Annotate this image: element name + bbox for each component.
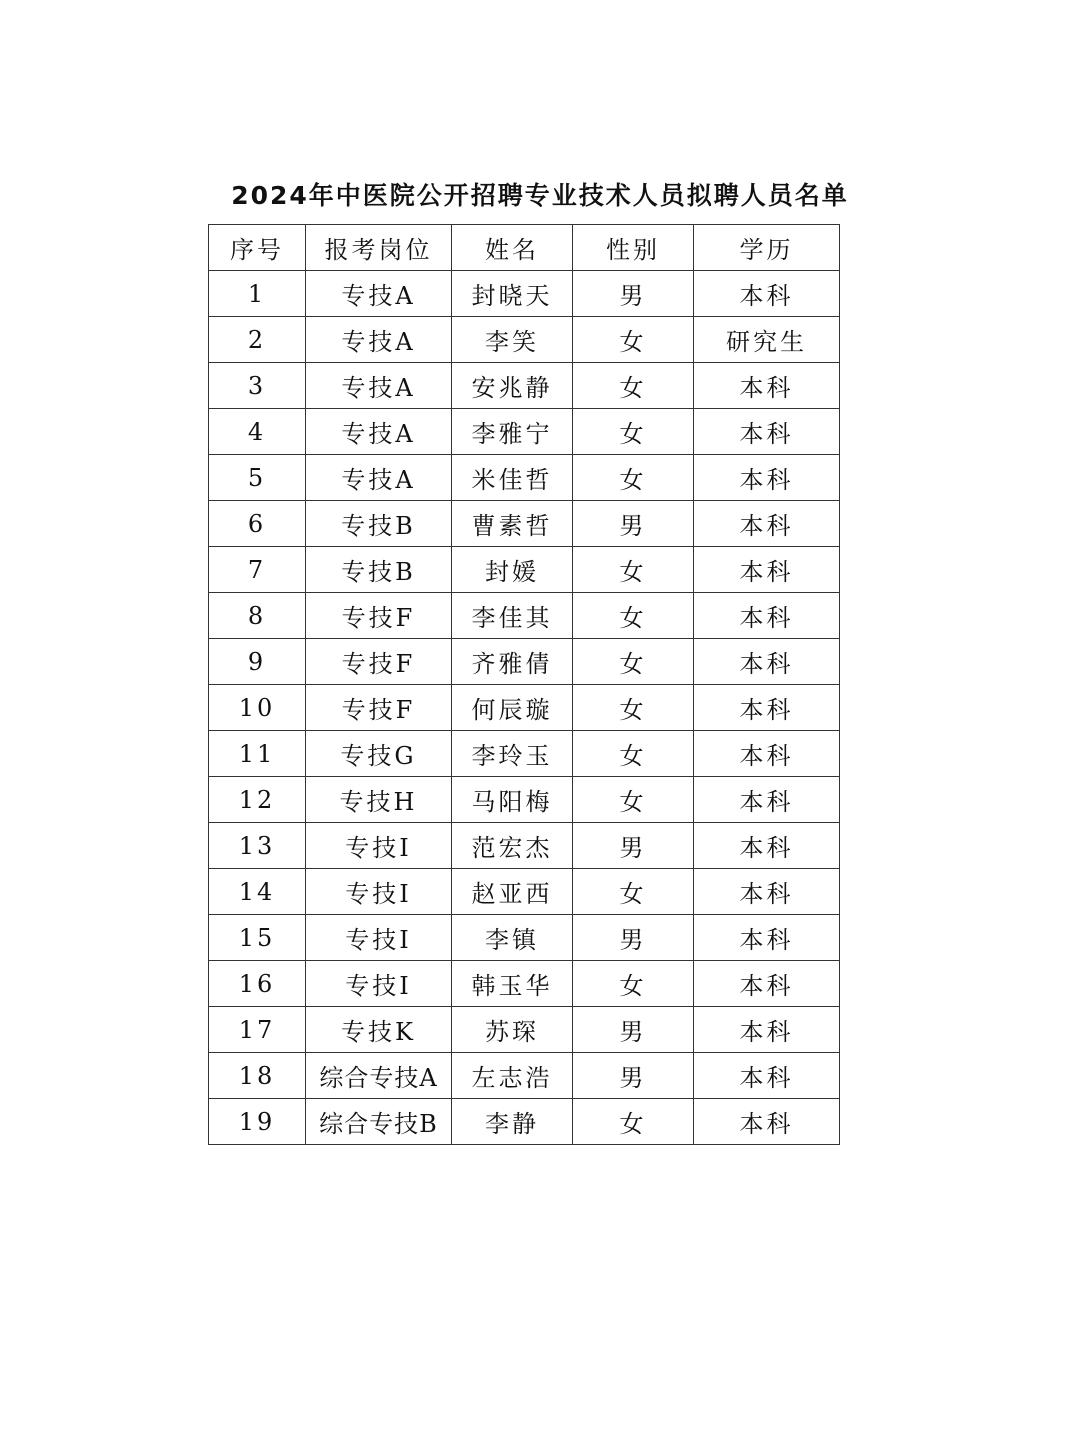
cell-gender: 男 [573,1053,694,1099]
table-row [209,1053,840,1099]
table-row [209,455,840,501]
cell-education: 本科 [694,731,840,777]
table-row [209,639,840,685]
cell-name: 李镇 [452,915,573,961]
cell-position: 专技A [306,455,452,501]
cell-gender: 女 [573,685,694,731]
table-row [209,593,840,639]
cell-position: 专技F [306,593,452,639]
cell-name: 韩玉华 [452,961,573,1007]
cell-position: 专技A [306,363,452,409]
table-header [209,225,840,271]
header-name: 姓名 [452,225,573,271]
cell-gender: 女 [573,317,694,363]
table-row [209,1099,840,1145]
cell-position: 专技I [306,869,452,915]
cell-name: 何辰璇 [452,685,573,731]
cell-gender: 男 [573,823,694,869]
cell-serial-number: 6 [209,501,306,547]
cell-gender: 女 [573,455,694,501]
cell-education: 本科 [694,363,840,409]
cell-education: 本科 [694,685,840,731]
cell-serial-number: 17 [209,1007,306,1053]
cell-gender: 男 [573,501,694,547]
cell-serial-number: 7 [209,547,306,593]
cell-serial-number: 5 [209,455,306,501]
cell-name: 封媛 [452,547,573,593]
cell-name: 李雅宁 [452,409,573,455]
cell-position: 专技H [306,777,452,823]
cell-education: 本科 [694,409,840,455]
cell-name: 左志浩 [452,1053,573,1099]
cell-position: 专技B [306,547,452,593]
cell-position: 专技G [306,731,452,777]
cell-gender: 女 [573,869,694,915]
cell-name: 苏琛 [452,1007,573,1053]
cell-position: 综合专技B [306,1099,452,1145]
cell-position: 专技F [306,639,452,685]
table-row [209,501,840,547]
table-row [209,547,840,593]
cell-gender: 女 [573,1099,694,1145]
cell-position: 专技B [306,501,452,547]
table-row [209,1007,840,1053]
table-body [209,271,840,1145]
cell-education: 本科 [694,271,840,317]
cell-position: 综合专技A [306,1053,452,1099]
table-row [209,317,840,363]
cell-education: 本科 [694,501,840,547]
cell-gender: 女 [573,639,694,685]
cell-serial-number: 1 [209,271,306,317]
document-title: 2024年中医院公开招聘专业技术人员拟聘人员名单 [231,181,849,210]
cell-gender: 女 [573,409,694,455]
cell-gender: 女 [573,547,694,593]
cell-position: 专技A [306,409,452,455]
cell-position: 专技A [306,317,452,363]
cell-serial-number: 10 [209,685,306,731]
cell-serial-number: 15 [209,915,306,961]
cell-education: 本科 [694,455,840,501]
cell-education: 本科 [694,915,840,961]
table-row [209,363,840,409]
cell-position: 专技I [306,961,452,1007]
cell-serial-number: 13 [209,823,306,869]
cell-name: 李静 [452,1099,573,1145]
table-row [209,915,840,961]
cell-position: 专技I [306,823,452,869]
cell-serial-number: 11 [209,731,306,777]
cell-education: 本科 [694,1053,840,1099]
cell-position: 专技I [306,915,452,961]
cell-serial-number: 9 [209,639,306,685]
cell-education: 本科 [694,547,840,593]
cell-education: 本科 [694,1099,840,1145]
table-row [209,961,840,1007]
cell-gender: 女 [573,731,694,777]
cell-education: 本科 [694,639,840,685]
cell-gender: 男 [573,915,694,961]
cell-serial-number: 19 [209,1099,306,1145]
cell-gender: 女 [573,363,694,409]
cell-serial-number: 18 [209,1053,306,1099]
cell-serial-number: 14 [209,869,306,915]
cell-gender: 男 [573,1007,694,1053]
table-row [209,685,840,731]
cell-name: 李笑 [452,317,573,363]
header-serial-number: 序号 [209,225,306,271]
cell-education: 本科 [694,961,840,1007]
table-row [209,271,840,317]
cell-serial-number: 4 [209,409,306,455]
cell-name: 齐雅倩 [452,639,573,685]
cell-gender: 女 [573,593,694,639]
cell-name: 马阳梅 [452,777,573,823]
cell-name: 安兆静 [452,363,573,409]
cell-position: 专技A [306,271,452,317]
cell-name: 赵亚西 [452,869,573,915]
table-row [209,731,840,777]
table-row [209,823,840,869]
hiring-list-table [208,224,840,1145]
cell-serial-number: 12 [209,777,306,823]
table-row [209,409,840,455]
cell-gender: 女 [573,961,694,1007]
cell-gender: 女 [573,777,694,823]
header-position: 报考岗位 [306,225,452,271]
table-row [209,869,840,915]
cell-serial-number: 16 [209,961,306,1007]
cell-gender: 男 [573,271,694,317]
cell-name: 米佳哲 [452,455,573,501]
cell-position: 专技K [306,1007,452,1053]
cell-education: 研究生 [694,317,840,363]
cell-name: 李玲玉 [452,731,573,777]
cell-name: 曹素哲 [452,501,573,547]
table-row [209,777,840,823]
cell-education: 本科 [694,1007,840,1053]
cell-education: 本科 [694,777,840,823]
header-gender: 性别 [573,225,694,271]
cell-serial-number: 8 [209,593,306,639]
cell-name: 李佳其 [452,593,573,639]
cell-education: 本科 [694,823,840,869]
cell-education: 本科 [694,593,840,639]
header-education: 学历 [694,225,840,271]
cell-serial-number: 3 [209,363,306,409]
cell-name: 封晓天 [452,271,573,317]
header-row [209,225,840,271]
cell-education: 本科 [694,869,840,915]
cell-serial-number: 2 [209,317,306,363]
cell-position: 专技F [306,685,452,731]
cell-name: 范宏杰 [452,823,573,869]
